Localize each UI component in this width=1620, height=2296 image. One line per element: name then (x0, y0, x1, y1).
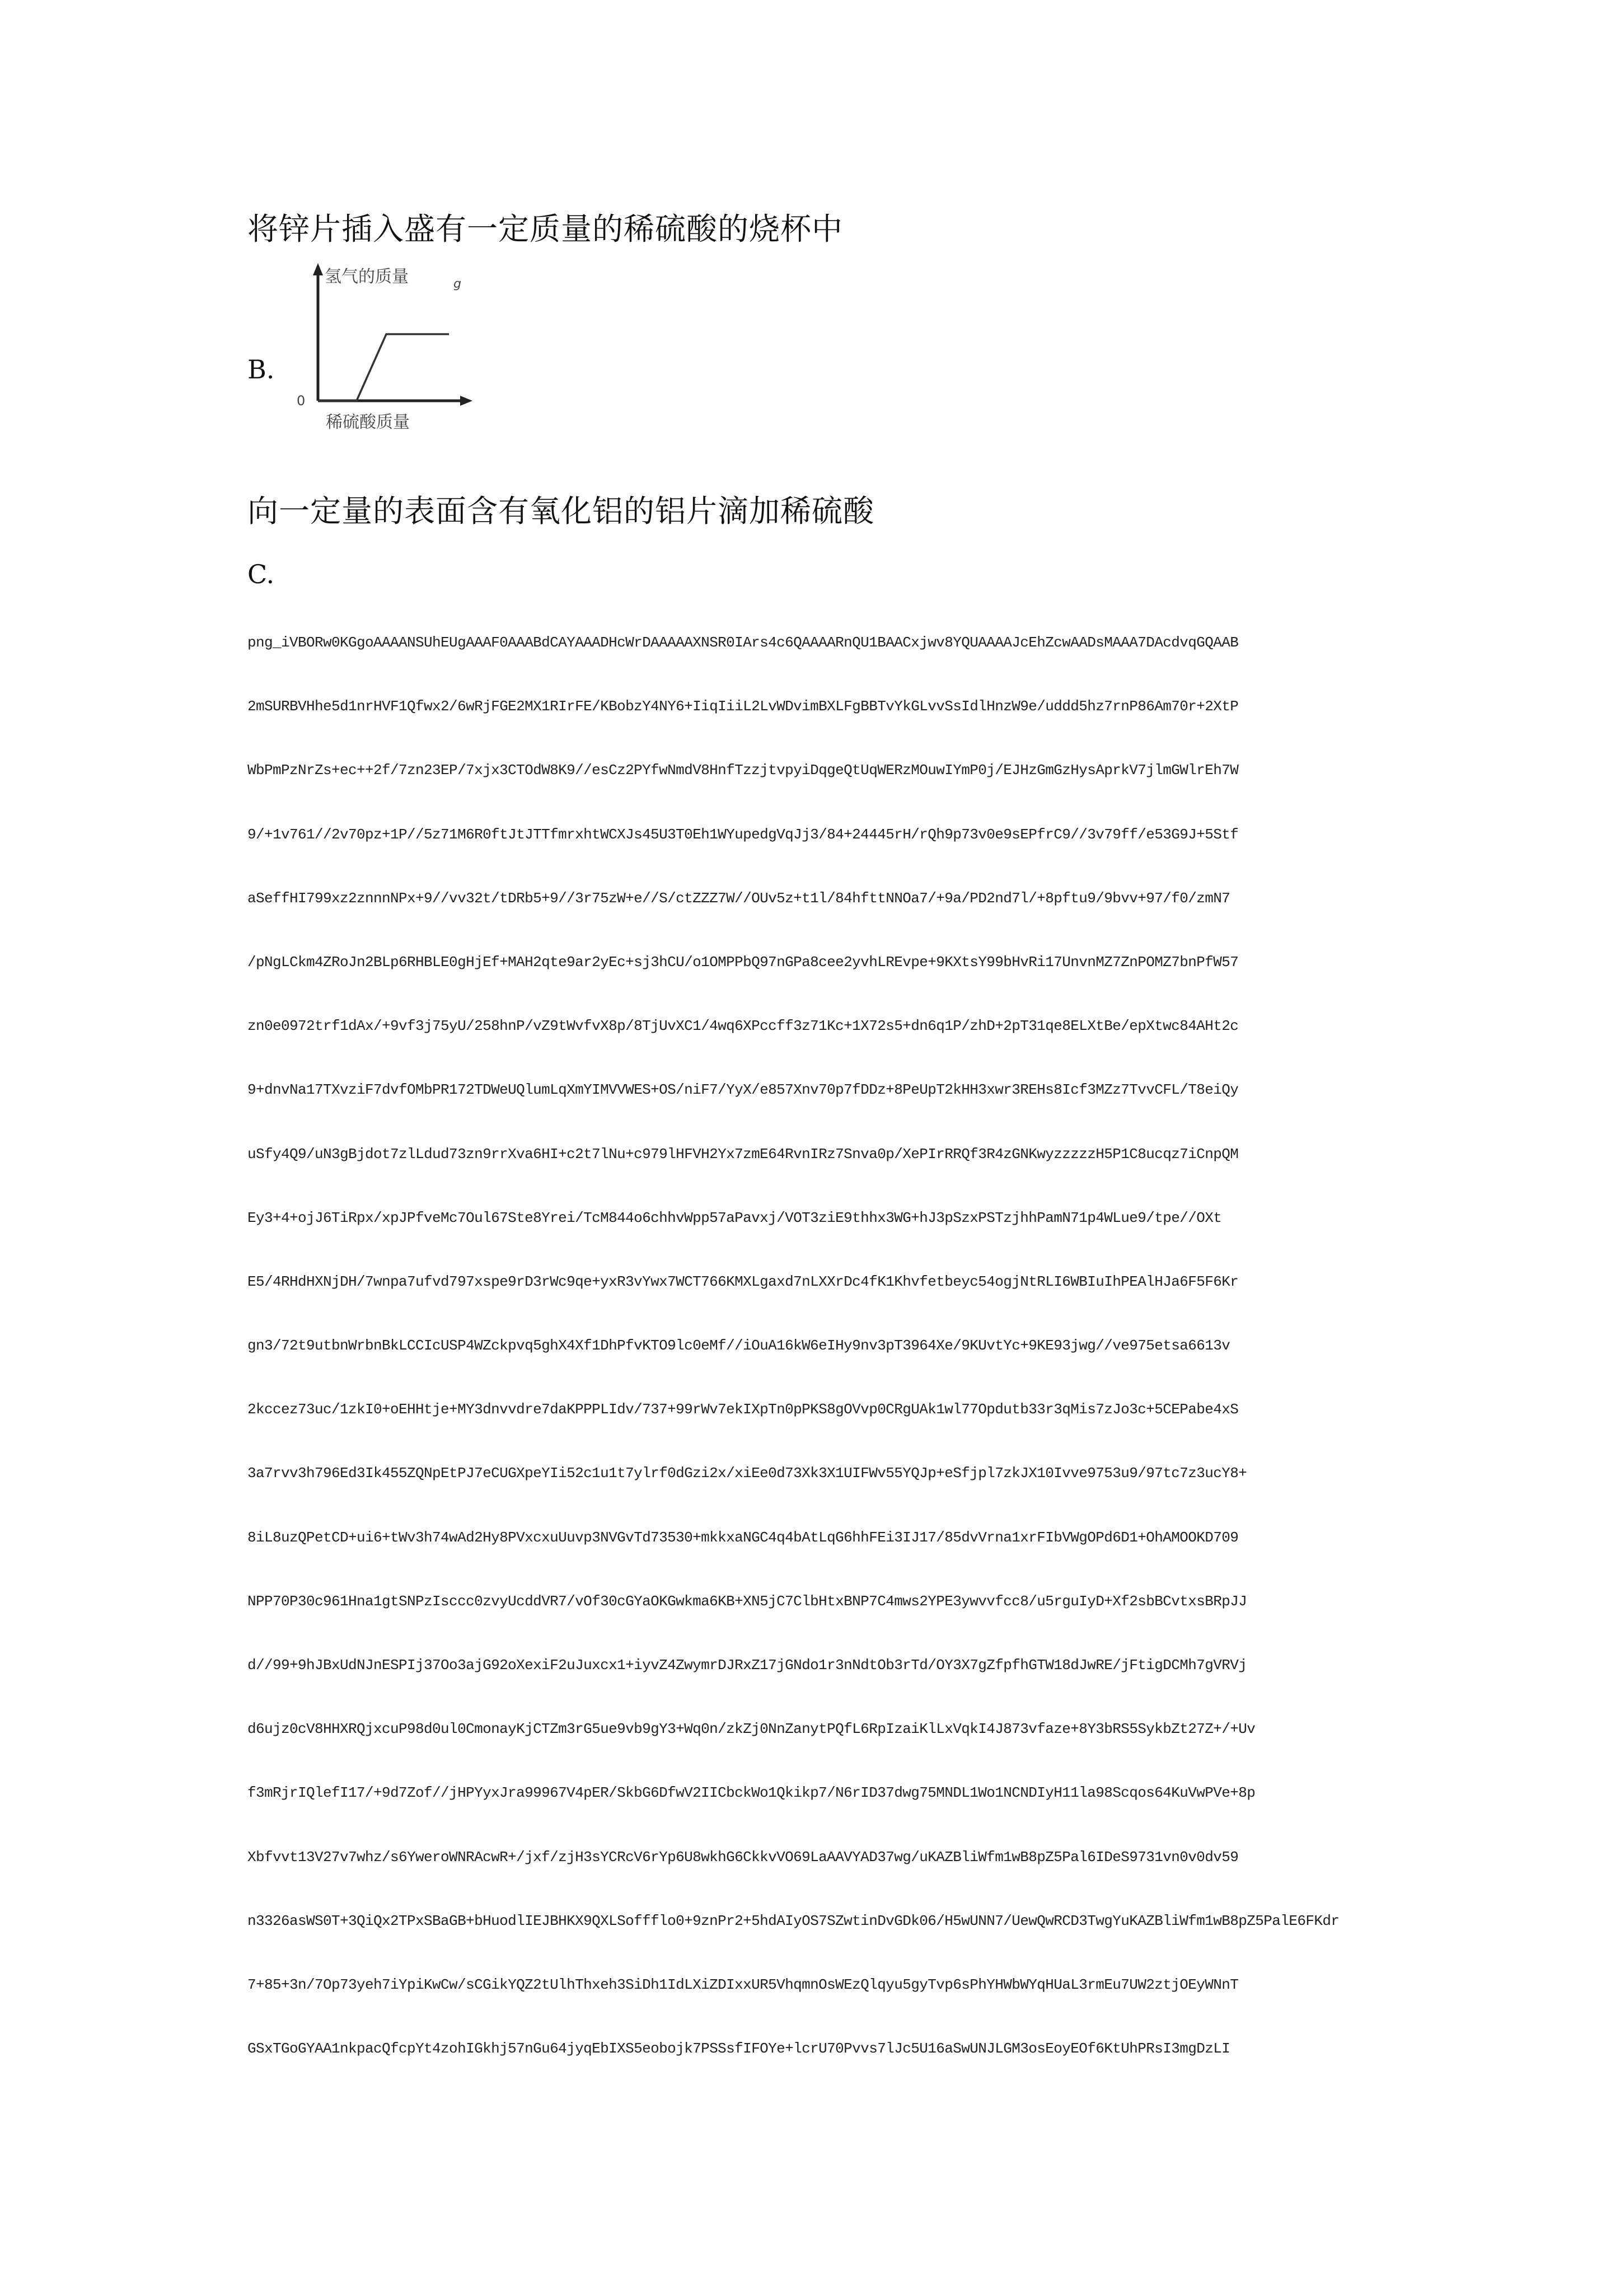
code-line: 7+85+3n/7Op73yeh7iYpiKwCw/sCGikYQZ2tUlhThxeh3SiDh1IdLXiZDIxxUR5VhqmnOsWEzQlqyu5gyTvp6sPhYHWbWYqHUaL3rmEu7UW2ztjOEyWNnT (247, 1976, 1239, 1993)
code-line: 2kccez73uc/1zkI0+oEHHtje+MY3dnvvdre7daKPPPLIdv/737+99rWv7ekIXpTn0pPKS8gOVvp0CRgUAk1wl77Opdutb33r3qMis7zJo3c+5CEPabe4xS (247, 1401, 1239, 1418)
code-line: NPP70P30c961Hna1gtSNPzIsccc0zvyUcddVR7/vOf30cGYaOKGwkma6KB+XN5jC7ClbHtxBNP7C4mws2YPE3ywvvfcc8/u5rguIyD+Xf2sbBCvtxsBRpJJ (247, 1592, 1247, 1610)
option-b-label: B. (247, 354, 275, 385)
y-axis-label: 氢气的质量 (325, 267, 409, 287)
question-c-text: 向一定量的表面含有氧化铝的铝片滴加稀硫酸 (247, 493, 875, 529)
code-line: uSfy4Q9/uN3gBjdot7zlLdud73zn9rrXva6HI+c2t7lNu+c979lHFVH2Yx7zmE64RvnIRz7Snva0p/XePIrRRQf3R4zGNKwyzzzzzH5P1C8ucqz7iCnpQM (247, 1145, 1239, 1163)
code-line: 8iL8uzQPetCD+ui6+tWv3h74wAd2Hy8PVxcxuUuvp3NVGvTd73530+mkkxaNGC4q4bAtLqG6hhFEi3IJ17/85dvVrna1xrFIbVWgOPd6D1+OhAMOOKD709 (247, 1529, 1239, 1546)
code-line: 9+dnvNa17TXvziF7dvfOMbPR172TDWeUQlumLqXmYIMVVWES+OS/niF7/YyX/e857Xnv70p7fDDz+8PeUpT2kHH3xwr3REHs8Icf3MZz7TvvCFL/T8eiQy (247, 1081, 1239, 1099)
code-line: d//99+9hJBxUdNJnESPIj37Oo3ajG92oXexiF2uJuxcx1+iyvZ4ZwymrDJRxZ17jGNdo1r3nNdtOb3rTd/OY3X7gZfpfhGTW18dJwRE/jFtigDCMh7gVRVj (247, 1657, 1247, 1674)
code-line (247, 2168, 1378, 2232)
code-line: 2mSURBVHhe5d1nrHVF1Qfwx2/6wRjFGE2MX1RIrFE/KBobzY4NY6+IiqIiiL2LvWDvimBXLFgBBTvYkGLvvSsIdlHnzW9e/uddd5hz7rnP86Am70r+2XtP (247, 698, 1239, 715)
option-c-label: C. (247, 559, 275, 589)
code-line: Ey3+4+ojJ6TiRpx/xpJPfveMc7Oul67Ste8Yrei/TcM844o6chhvWpp57aPavxj/VOT3ziE9thhx3WG+hJ3pSzxPSTzjhhPamN71p4WLue9/tpe//OXt (247, 1209, 1222, 1226)
code-line: gn3/72t9utbnWrbnBkLCCIcUSP4WZckpvq5ghX4Xf1DhPfvKTO9lc0eMf//iOuA16kW6eIHy9nv3pT3964Xe/9KUvtYc+9KE93jwg//ve975etsa6613v (247, 1337, 1230, 1355)
y-axis-unit: g (453, 277, 461, 291)
graph-svg (287, 259, 477, 438)
code-line: E5/4RHdHXNjDH/7wnpa7ufvd797xspe9rD3rWc9qe+yxR3vYwx7WCT766KMXLgaxd7nLXXrDc4fK1Khvfetbeyc54ogjNtRLI6WBIuIhPEAlHJa6F5F6Kr (247, 1273, 1239, 1290)
embedded-image-code (247, 634, 1378, 2296)
code-line (247, 2104, 1378, 2168)
code-line (247, 2232, 1378, 2296)
code-line: f3mRjrIQlefI17/+9d7Zof//jHPYyxJra99967V4pER/SkbG6DfwV2IICbckWo1Qkikp7/N6rID37dwg75MNDL1Wo1NCNDIyH11la98Scqos64KuVwPVe+8p (247, 1784, 1256, 1802)
code-line: GSxTGoGYAA1nkpacQfcpYt4zohIGkhj57nGu64jyqEbIXS5eobojk7PSSsfIFOYe+lcrU70Pvvs7lJc5U16aSwUNJLGM3osEoyEOf6KtUhPRsI3mgDzLI (247, 2040, 1230, 2058)
option-b-graph (287, 259, 477, 438)
code-line: n3326asWS0T+3QiQx2TPxSBaGB+bHuodlIEJBHKX9QXLSoffflo0+9znPr2+5hdAIyOS7SZwtinDvGDk06/H5wUNN7/UewQwRCD3TwgYuKAZBliWfm1wB8pZ5PalE6FKdr (247, 1912, 1340, 1929)
code-line: /pNgLCkm4ZRoJn2BLp6RHBLE0gHjEf+MAH2qte9ar2yEc+sj3hCU/o1OMPPbQ97nGPa8cee2yvhLREvpe+9KXtsY99bHvRi17UnvnMZ7ZnPOMZ7bnPfW57 (247, 953, 1239, 971)
x-axis-label: 稀硫酸质量 (326, 413, 410, 432)
code-line: Xbfvvt13V27v7whz/s6YweroWNRAcwR+/jxf/zjH3sYCRcV6rYp6U8wkhG6CkkvVO69LaAAVYAD37wg/uKAZBliWfm1wB8pZ5Pal6IDeS9731vn0v0dv59 (247, 1848, 1239, 1866)
code-line: zn0e0972trf1dAx/+9vf3j75yU/258hnP/vZ9tWvfvX8p/8TjUvXC1/4wq6XPccff3z71Kc+1X72s5+dn6q1P/zhD+2pT31qe8ELXtBe/epXtwc84AHt2c (247, 1018, 1239, 1035)
code-line: aSeffHI799xz2znnnNPx+9//vv32t/tDRb5+9//3r75zW+e//S/ctZZZ7W//OUv5z+t1l/84hfttNNOa7/+9a/PD2nd7l/+8pftu9/9bvv+97/f0/zmN7 (247, 889, 1230, 907)
question-a-text: 将锌片插入盛有一定质量的稀硫酸的烧杯中 (247, 211, 844, 247)
code-line: png_iVBORw0KGgoAAAANSUhEUgAAAF0AAABdCAYAAADHcWrDAAAAAXNSR0IArs4c6QAAAARnQU1BAACxjwv8YQUAAAAJcEhZcwAADsMAAA7DAcdvqGQAAB (247, 634, 1239, 651)
code-line: 9/+1v761//2v70pz+1P//5z71M6R0ftJtJTTfmrxhtWCXJs45U3T0Eh1WYupedgVqJj3/84+24445rH/rQh9p73v0e9sEPfrC9//3v79ff/e53G9J+5Stf (247, 826, 1239, 843)
code-line: WbPmPzNrZs+ec++2f/7zn23EP/7xjx3CTOdW8K9//esCz2PYfwNmdV8HnfTzzjtvpyiDqgeQtUqWERzMOuwIYmP0j/EJHzGmGzHysAprkV7jlmGWlrEh7W (247, 762, 1239, 779)
origin-label: 0 (297, 393, 306, 409)
code-line: 3a7rvv3h796Ed3Ik455ZQNpEtPJ7eCUGXpeYIi52c1u1t7ylrf0dGzi2x/xiEe0d73Xk3X1UIFWv55YQJp+eSfjpl7zkJX10Ivve9753u9/97tc7z3ucY8+ (247, 1465, 1247, 1482)
code-line: d6ujz0cV8HHXRQjxcuP98d0ul0CmonayKjCTZm3rG5ue9vb9gY3+Wq0n/zkZj0NnZanytPQfL6RpIzaiKlLxVqkI4J873vfaze+8Y3bRS5SykbZt27Z+/+Uv (247, 1721, 1256, 1738)
